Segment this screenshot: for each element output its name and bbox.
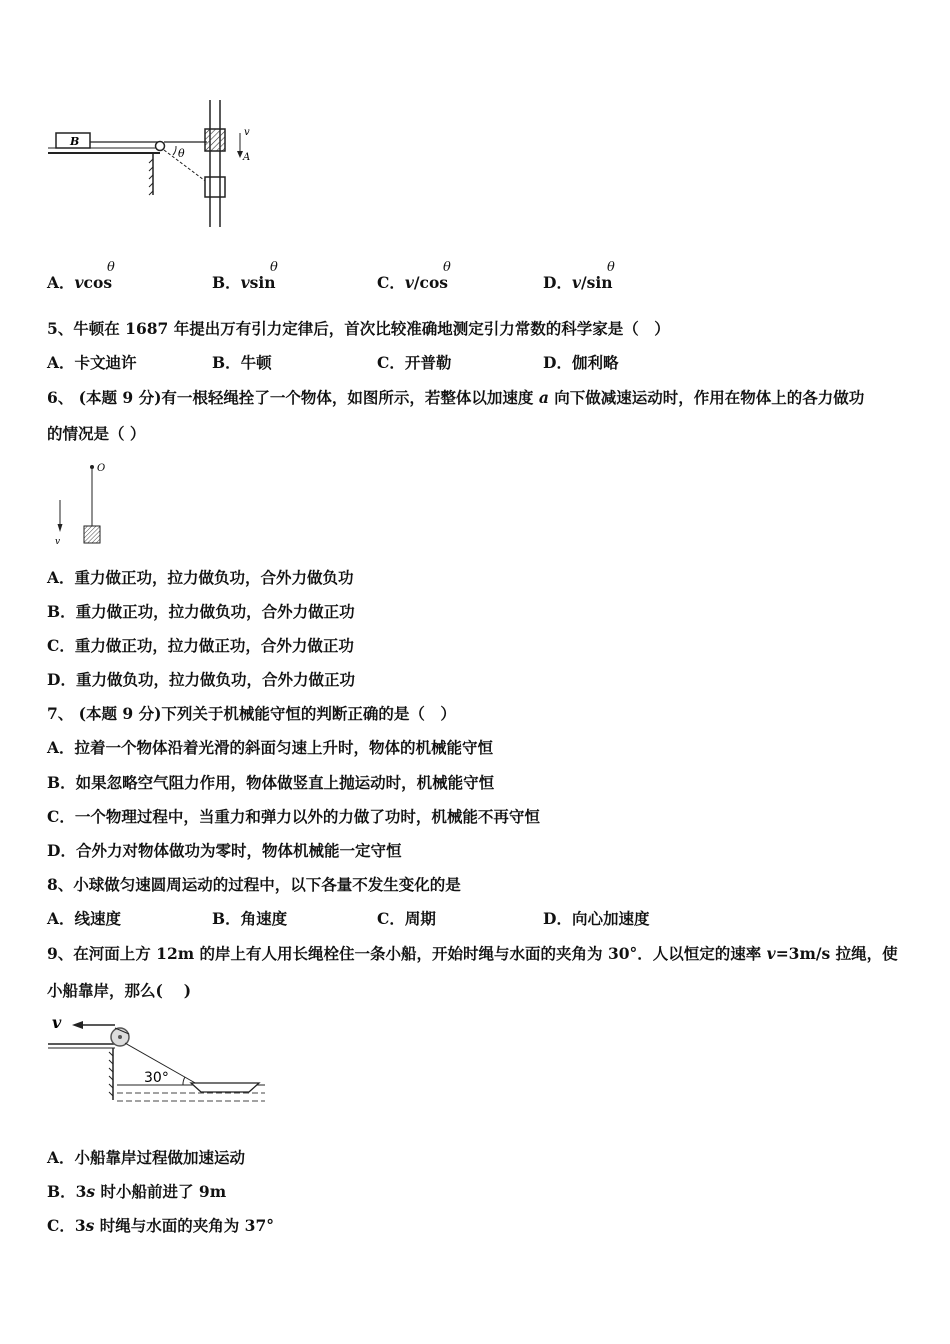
q5-stem: 5、牛顿在 1687 年提出万有引力定律后，首次比较准确地测定引力常数的科学家是（ ） — [47, 319, 670, 338]
q9-option-b: B．3s 时小船前进了 9m — [47, 1182, 227, 1201]
q8-option-d: D．向心加速度 — [543, 909, 650, 928]
q6-option-d: D．重力做负功，拉力做负功，合外力做正功 — [47, 670, 355, 689]
q9-option-a: A．小船靠岸过程做加速运动 — [47, 1148, 246, 1167]
q4-block-a-moved — [205, 177, 225, 197]
q8-option-c: C．周期 — [377, 909, 436, 928]
q4-figure — [40, 95, 270, 235]
q4-option-d: D．v/sin — [543, 273, 613, 292]
q6-figure — [45, 458, 125, 550]
q7-option-c: C．一个物理过程中，当重力和弹力以外的力做了功时，机械能不再守恒 — [47, 807, 540, 826]
q4-option-a-sup: θ — [107, 260, 115, 275]
q4-option-b: B．vsin — [212, 273, 276, 292]
q4-label-v: v — [244, 127, 250, 138]
q6-stem: 6、 (本题 9 分)有一根轻绳拴了一个物体，如图所示，若整体以加速度 a 向下做减速运动时，作用在物体上的各力做功 — [47, 388, 865, 407]
q7-option-d: D．合外力对物体做功为零时，物体机械能一定守恒 — [47, 841, 402, 860]
q9-label-v: v — [52, 1013, 62, 1032]
q6-option-b: B．重力做正功，拉力做负功，合外力做正功 — [47, 602, 355, 621]
q4-option-a: A．vcos — [47, 273, 113, 292]
q9-option-c: C．3s 时绳与水面的夹角为 37° — [47, 1216, 274, 1235]
q6-label-o: O — [97, 463, 106, 474]
q4-option-b-sup: θ — [270, 260, 278, 275]
q9-label-angle: 30° — [144, 1070, 169, 1086]
q9-figure — [45, 1010, 275, 1110]
q4-pulley — [156, 142, 165, 151]
q9-boat — [191, 1083, 259, 1092]
q6-label-v: v — [55, 537, 61, 547]
q6-option-a: A．重力做正功，拉力做负功，合外力做负功 — [47, 568, 354, 587]
q4-option-c-sup: θ — [443, 260, 451, 275]
q9-stem-line2: 小船靠岸，那么( ) — [47, 981, 192, 1000]
q4-label-b: B — [70, 135, 80, 148]
q7-option-b: B．如果忽略空气阻力作用，物体做竖直上抛运动时，机械能守恒 — [47, 773, 495, 792]
q5-option-b: B．牛顿 — [212, 353, 272, 372]
q6-block — [84, 526, 100, 543]
q4-option-d-sup: θ — [607, 260, 615, 275]
q4-label-a: A — [243, 152, 251, 163]
q8-option-a: A．线速度 — [47, 909, 122, 928]
q7-option-a: A．拉着一个物体沿着光滑的斜面匀速上升时，物体的机械能守恒 — [47, 738, 494, 757]
q5-option-a: A．卡文迪许 — [47, 353, 137, 372]
q8-option-b: B．角速度 — [212, 909, 288, 928]
q9-stem: 9、在河面上方 12m 的岸上有人用长绳栓住一条小船，开始时绳与水面的夹角为 30°．人以恒定的速率 v=3m/s 拉绳，使 — [47, 944, 898, 963]
q5-option-d: D．伽利略 — [543, 353, 619, 372]
q7-stem: 7、 (本题 9 分)下列关于机械能守恒的判断正确的是（ ） — [47, 704, 456, 723]
q5-option-c: C．开普勒 — [377, 353, 452, 372]
q4-label-theta: θ — [178, 147, 185, 160]
q8-stem: 8、小球做匀速圆周运动的过程中，以下各量不发生变化的是 — [47, 875, 461, 894]
q4-option-c: C．v/cos — [377, 273, 449, 292]
q6-stem-line2: 的情况是（ ） — [47, 424, 146, 443]
q4-block-a — [205, 129, 225, 151]
q6-option-c: C．重力做正功，拉力做正功，合外力做正功 — [47, 636, 354, 655]
